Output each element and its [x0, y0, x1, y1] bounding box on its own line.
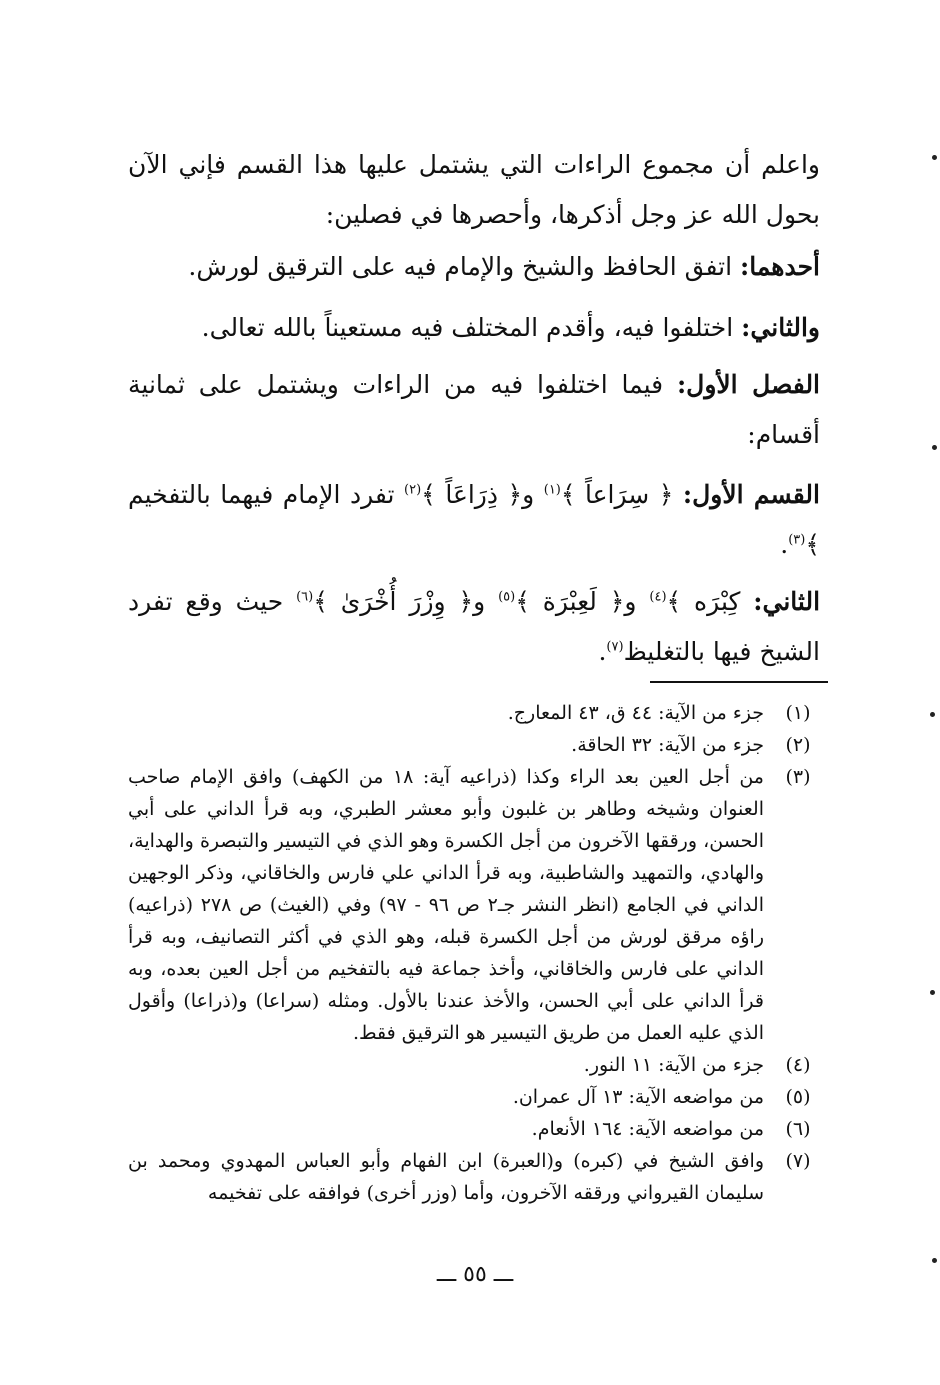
footnote-ref-1: (١) — [543, 482, 561, 498]
scan-speck — [932, 445, 937, 450]
paragraph-first-lead: أحدهما: — [739, 252, 820, 281]
footnote-5 — [128, 1081, 820, 1113]
footnote-text: من مواضعه الآية: ١٦٤ الأنعام. — [531, 1118, 764, 1140]
footnote-text: وافق الشيخ في (كبره) و(العبرة) ابن الفهام وأبو العباس المهدوي ومحمد بن سليمان القيرواني ورققه الآخرون، وأما (وزر أخرى) فوافقه على تفخيمه — [128, 1150, 764, 1204]
scan-speck — [930, 712, 935, 717]
section-one-text: فيما اختلفوا فيه من الراءات ويشتمل على ثمانية أقسام: — [128, 370, 820, 449]
footnote-ref-7: (٧) — [606, 639, 624, 655]
scan-speck — [932, 155, 937, 160]
footnote-text: من أجل العين بعد الراء وكذا (ذراعيه آية: ١٨ من الكهف) وافق الإمام صاحب العنوان وشيخه وطاهر بن غلبون وأبو معشر الطبري، وبه قرأ الداني على أبي الحسن، ورققها الآخرون من أجل الكسرة وهو الذي في التيسير والتبصرة والهداية، والهادي، والتمهيد والشاطبية، وبه قرأ الداني علي فارس والخاقاني، وذكر الوجهين الداني في الجامع (انظر النشر جـ٢ ص ٩٦ - ٩٧) وفي (الغيث) ص ٢٧٨ (ذراعيه) راؤه مرقق لورش من أجل الكسرة قبله، وهو الذي في أكثر التصانيف، وبه قرأ الداني على فارس والخاقاني، وأخذ جماعة فيه بالتفخيم من أجل العين بعده، وبه قرأ الداني على أبي الحسن، والأخذ عندنا بالأول. ومثله (سراعا) و(ذراعا) وأقول الذي عليه العمل من طريق التيسير هو الترقيق فقط. — [128, 766, 764, 1044]
footnote-ref-6: (٦) — [296, 589, 314, 605]
footnote-1 — [128, 697, 820, 729]
page-number: ـــ ٥٥ ـــ — [436, 1262, 514, 1287]
footnote-number: (٦) — [785, 1118, 811, 1140]
footnote-text: من مواضعه الآية: ١٣ آل عمران. — [512, 1086, 764, 1108]
paragraph-intro — [128, 140, 820, 240]
paragraph-first — [128, 242, 820, 292]
footnote-number: (٥) — [785, 1086, 811, 1108]
footnote-number: (٧) — [785, 1150, 811, 1172]
paragraph-intro-text: واعلم أن مجموع الراءات التي يشتمل عليها هذا القسم فإني الآن بحول الله عز وجل أذكرها، وأحصرها في فصلين: — [128, 150, 820, 229]
footnote-7 — [128, 1145, 820, 1209]
footnote-number: (٤) — [785, 1054, 811, 1076]
footnote-4 — [128, 1049, 820, 1081]
part-two-heading: الثاني: — [753, 587, 821, 616]
footnote-ref-3: (٣) — [788, 532, 806, 548]
part-one-end: . — [780, 530, 789, 559]
paragraph-second — [128, 303, 820, 353]
paragraph-section-one — [128, 360, 820, 460]
footnote-number: (٢) — [785, 734, 811, 756]
footnote-ref-5: (٥) — [498, 589, 516, 605]
quran-word-ibrah: و﴿ لَعِبْرَة ﴾ — [515, 587, 650, 616]
paragraph-first-text: اتفق الحافظ والشيخ والإمام فيه على الترقيق لورش. — [188, 252, 740, 281]
part-one-heading: القسم الأول: — [682, 480, 820, 509]
footnotes — [128, 697, 820, 1209]
footnote-6 — [128, 1113, 820, 1145]
footnote-text: جزء من الآية: ٣٢ الحاقة. — [571, 734, 764, 756]
footnote-text: جزء من الآية: ١١ النور. — [583, 1054, 764, 1076]
part-one-text: تفرد الإمام فيهما بالتفخيم ﴾ — [128, 480, 820, 559]
footnote-number: (١) — [785, 702, 811, 724]
footnote-number: (٣) — [785, 766, 811, 788]
paragraph-part-one — [128, 470, 820, 570]
footnote-ref-2: (٢) — [404, 482, 422, 498]
footnote-separator — [650, 681, 828, 683]
footnote-ref-4: (٤) — [649, 589, 667, 605]
quran-word-dhiraa: و﴿ ذِرَاعَاً ﴾ — [421, 480, 544, 509]
quran-word-wizr: و﴿ وِزْرَ أُخْرَىٰ ﴾ — [313, 587, 499, 616]
paragraph-second-text: اختلفوا فيه، وأقدم المختلف فيه مستعيناً بالله تعالى. — [201, 313, 742, 342]
paragraph-second-lead: والثاني: — [741, 313, 820, 342]
footnote-3 — [128, 761, 820, 1049]
footnote-2 — [128, 729, 820, 761]
part-two-text: حيث وقع تفرد الشيخ فيها بالتغليظ — [128, 587, 820, 666]
section-one-heading: الفصل الأول: — [676, 370, 821, 399]
scan-speck — [930, 990, 935, 995]
part-two-end: . — [598, 637, 607, 666]
paragraph-part-two — [128, 577, 820, 677]
quran-word-kibrah: كِبْرَه ﴾ — [666, 587, 754, 616]
footnote-text: جزء من الآية: ٤٤ ق، ٤٣ المعارج. — [507, 702, 764, 724]
scan-speck — [932, 1258, 937, 1263]
quran-word-siraa: ﴿ سِرَاعاً ﴾ — [560, 480, 683, 509]
